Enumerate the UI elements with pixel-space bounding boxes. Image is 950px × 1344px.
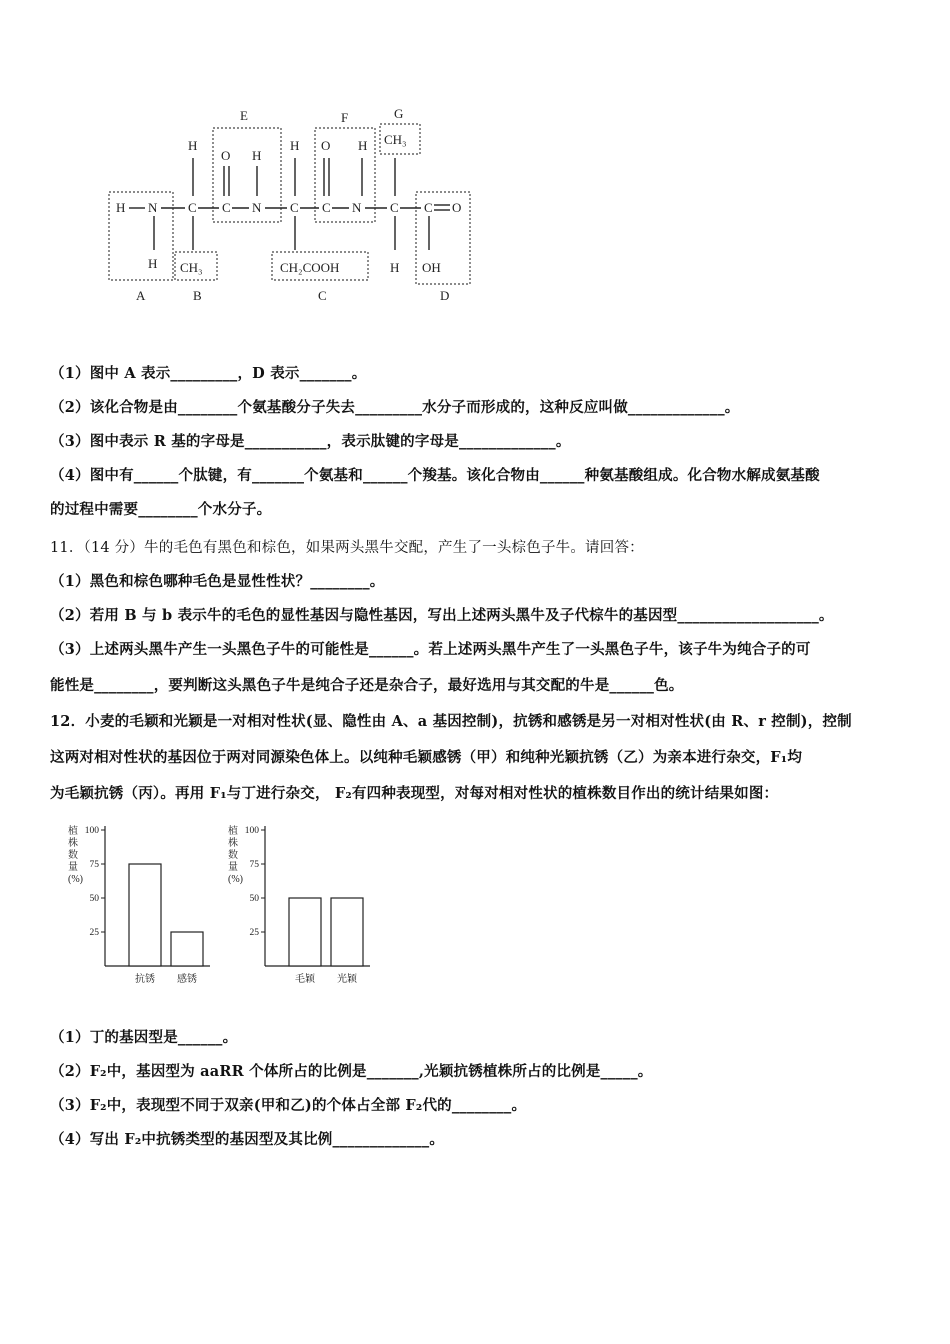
chart-ytick-label: 100: [84, 826, 99, 836]
label-d: D: [440, 288, 450, 303]
atom-c: C: [390, 200, 399, 215]
atom-o: O: [221, 148, 231, 163]
atom-h: H: [116, 200, 126, 215]
q10-line-4b: 的过程中需要________个水分子。: [50, 501, 272, 518]
atom-c: C: [188, 200, 197, 215]
peptide-structure-diagram: [100, 100, 480, 310]
chart-category-label: 毛颖: [295, 974, 315, 985]
q10-line-2: （2）该化合物是由________个氨基酸分子失去_________水分子而形成的，这种反应叫做_____________。: [50, 399, 740, 416]
atom-n: N: [352, 200, 362, 215]
label-g: G: [394, 106, 404, 121]
chart-glume-type: [220, 820, 380, 990]
q12-line-3: （3）F₂中，表现型不同于双亲(甲和乙)的个体占全部 F₂代的________。: [50, 1097, 527, 1114]
atom-h: H: [290, 138, 300, 153]
atom-ch2cooh: CH₂COOH: [280, 260, 340, 275]
atom-c: C: [222, 200, 231, 215]
atom-h: H: [358, 138, 368, 153]
chart-ytick-label: 50: [249, 894, 259, 904]
chart-ylabel: 植株数量(%): [68, 826, 83, 885]
atom-h: H: [148, 256, 158, 271]
chart-ytick-label: 25: [249, 928, 259, 938]
atom-h: H: [252, 148, 262, 163]
chart-ytick-label: 75: [89, 860, 99, 870]
chart-ytick-label: 25: [89, 928, 99, 938]
q12-line-2: （2）F₂中，基因型为 aaRR 个体所占的比例是_______,光颖抗锈植株所占的比例是_____。: [50, 1063, 653, 1080]
chart-ytick-label: 100: [244, 826, 259, 836]
q10-line-1: （1）图中 A 表示_________，D 表示_______。: [50, 365, 367, 382]
atom-c: C: [424, 200, 433, 215]
q11-line-3b: 能性是________，要判断这头黑色子牛是纯合子还是杂合子，最好选用与其交配的牛是______色。: [50, 677, 684, 694]
atom-n: N: [148, 200, 158, 215]
q12-para-2: 这两对相对性状的基因位于两对同源染色体上。以纯种毛颖感锈（甲）和纯种光颖抗锈（乙）为亲本进行杂交，F₁均: [50, 749, 803, 766]
chart-bar-1: [129, 864, 161, 966]
label-b: B: [193, 288, 202, 303]
label-c: C: [318, 288, 327, 303]
atom-ch3: CH₃: [384, 132, 407, 147]
chart-bar-2: [331, 898, 363, 966]
q10-line-3: （3）图中表示 R 基的字母是___________，表示肽键的字母是_____________。: [50, 433, 571, 450]
label-f: F: [341, 110, 349, 125]
chart-category-label: 感锈: [177, 974, 197, 985]
atom-ch3: CH₃: [180, 260, 203, 275]
q11-line-2: （2）若用 B 与 b 表示牛的毛色的显性基因与隐性基因，写出上述两头黑牛及子代棕牛的基因型___________________。: [50, 607, 834, 624]
chart-ytick-label: 75: [249, 860, 259, 870]
atom-c: C: [290, 200, 299, 215]
atom-o: O: [452, 200, 462, 215]
label-a: A: [136, 288, 146, 303]
q12-line-4: （4）写出 F₂中抗锈类型的基因型及其比例_____________。: [50, 1131, 445, 1148]
atom-c: C: [322, 200, 331, 215]
chart-rust-resistance: [60, 820, 220, 990]
chart-category-label: 光颖: [337, 974, 357, 985]
chart-bar-1: [289, 898, 321, 966]
q11-heading: 11．（14 分）牛的毛色有黑色和棕色，如果两头黑牛交配，产生了一头棕色子牛。请回答：: [50, 540, 644, 556]
q11-line-1: （1）黑色和棕色哪种毛色是显性性状？________。: [50, 573, 385, 590]
chart-bar-2: [171, 932, 203, 966]
chart-category-label: 抗锈: [135, 974, 155, 985]
q10-line-4a: （4）图中有______个肽键，有_______个氨基和______个羧基。该化合物由______种氨基酸组成。化合物水解成氨基酸: [50, 467, 820, 484]
q12-line-1: （1）丁的基因型是______。: [50, 1029, 238, 1046]
atom-o: O: [321, 138, 331, 153]
atom-n: N: [252, 200, 262, 215]
atom-oh: OH: [422, 260, 441, 275]
chart-ytick-label: 50: [89, 894, 99, 904]
chart-ylabel: 植株数量(%): [228, 826, 243, 885]
atom-h: H: [188, 138, 198, 153]
q11-line-3a: （3）上述两头黑牛产生一头黑色子牛的可能性是______。若上述两头黑牛产生了一头黑色子牛，该子牛为纯合子的可: [50, 641, 811, 658]
label-e: E: [240, 108, 248, 123]
q12-para-3: 为毛颖抗锈（丙）。再用 F₁与丁进行杂交， F₂有四种表现型，对每对相对性状的植株数目作出的统计结果如图：: [50, 785, 779, 802]
atom-h: H: [390, 260, 400, 275]
q12-para-1: 12．小麦的毛颖和光颖是一对相对性状(显、隐性由 A、a 基因控制)，抗锈和感锈是另一对相对性状(由 R、r 控制)，控制: [50, 713, 852, 730]
